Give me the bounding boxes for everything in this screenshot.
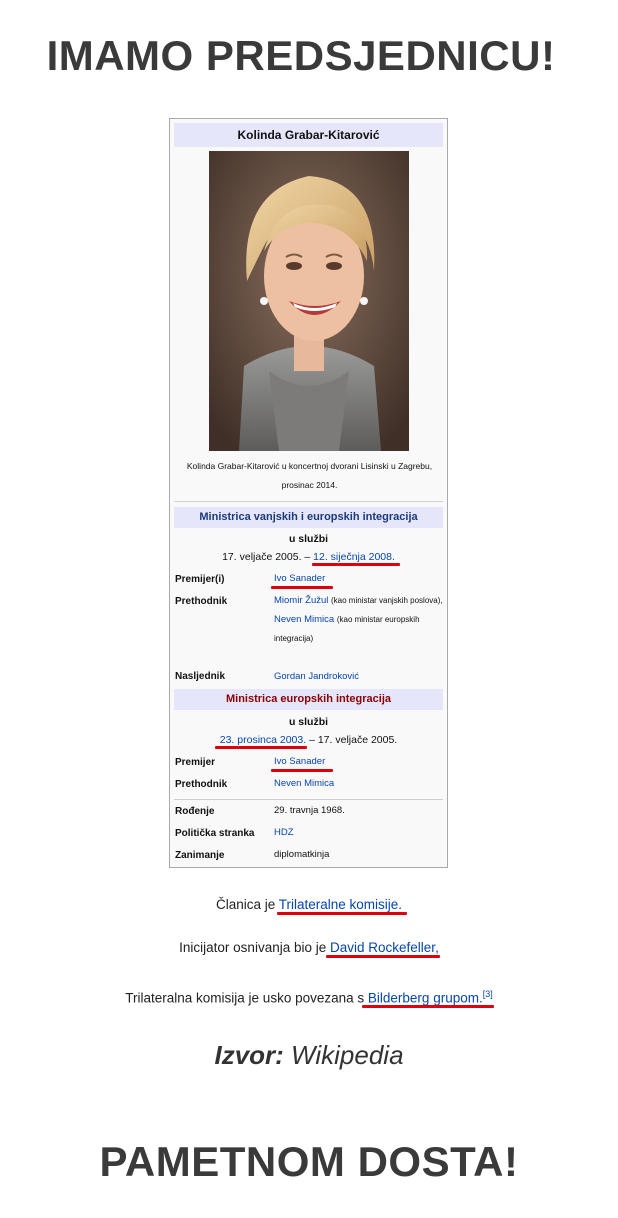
predecessor-link[interactable]: Neven Mimica — [274, 614, 335, 625]
red-underline-mark — [271, 586, 333, 589]
red-underline-mark — [277, 912, 407, 915]
note-line-rockefeller — [0, 940, 618, 955]
successor-value — [274, 667, 444, 686]
predecessor-list — [274, 591, 444, 648]
note-line-bilderberg — [0, 989, 618, 1006]
predecessor-value — [274, 774, 444, 793]
note-text: Inicijator osnivanja bio je — [179, 940, 327, 955]
predecessor-note: (kao ministar europskih integracija) — [274, 615, 420, 643]
divider — [174, 799, 443, 800]
predecessor-link[interactable]: Neven Mimica — [274, 778, 335, 789]
note-text: Trilateralna komisija je usko povezana s — [125, 990, 365, 1006]
ivo-sanader-link[interactable]: Ivo Sanader — [274, 756, 326, 767]
predecessor-link[interactable]: Miomir Žužul — [274, 595, 329, 606]
red-underline-mark — [215, 746, 307, 749]
bottom-headline: PAMETNOM DOSTA! — [99, 1138, 519, 1185]
portrait-photo — [209, 151, 409, 451]
red-underline-mark — [271, 769, 333, 772]
term-end: – 17. veljače 2005. — [309, 734, 398, 746]
infobox-title: Kolinda Grabar-Kitarović — [174, 123, 443, 147]
term-end-link[interactable]: 12. siječnja 2008. — [313, 551, 395, 563]
occupation-label: Zanimanje — [175, 850, 225, 861]
section-heading-european-integration[interactable]: Ministrica europskih integracija — [174, 689, 443, 710]
top-headline: IMAMO PREDSJEDNICU! — [46, 32, 556, 79]
party-label: Politička stranka — [175, 828, 255, 839]
born-value: 29. travnja 1968. — [274, 805, 345, 816]
pm-label: Premijer — [175, 757, 216, 768]
divider — [174, 501, 443, 502]
note-line-trilateral — [0, 897, 618, 912]
term-dates — [174, 734, 443, 746]
red-underline-mark — [326, 955, 440, 958]
reference-mark[interactable]: [3] — [482, 989, 493, 999]
occupation-value: diplomatkinja — [274, 849, 330, 860]
photo-caption: Kolinda Grabar-Kitarović u koncertnoj dvorani Lisinski u Zagrebu, prosinac 2014. — [186, 461, 433, 490]
predecessor-label: Prethodnik — [175, 596, 228, 607]
source-label: Izvor: — [214, 1040, 284, 1070]
trilateral-commission-link[interactable]: Trilateralne komisije. — [278, 897, 403, 912]
pm-label: Premijer(i) — [175, 574, 225, 585]
section-heading-foreign-affairs[interactable]: Ministrica vanjskih i europskih integracija — [174, 507, 443, 528]
term-start-link[interactable]: 23. prosinca 2003. — [219, 734, 307, 746]
source-value: Wikipedia — [291, 1040, 404, 1070]
bilderberg-group-link[interactable]: Bilderberg grupom. — [367, 990, 483, 1006]
successor-label: Nasljednik — [175, 671, 226, 682]
red-underline-mark — [312, 563, 400, 566]
party-value — [274, 823, 444, 842]
wikipedia-infobox — [169, 118, 448, 868]
successor-link[interactable]: Gordan Jandroković — [274, 671, 360, 682]
ivo-sanader-link[interactable]: Ivo Sanader — [274, 573, 326, 584]
note-text: Članica je — [215, 897, 276, 912]
born-label: Rođenje — [175, 806, 215, 817]
source-line — [0, 1040, 618, 1071]
red-underline-mark — [362, 1005, 494, 1008]
in-office-label: u službi — [288, 716, 329, 728]
term-start: 17. veljače 2005. – — [222, 551, 311, 563]
party-link[interactable]: HDZ — [274, 827, 294, 838]
in-office-label: u službi — [288, 533, 329, 545]
predecessor-label: Prethodnik — [175, 779, 228, 790]
david-rockefeller-link[interactable]: David Rockefeller, — [330, 940, 439, 955]
predecessor-note: (kao ministar vanjskih poslova), — [331, 596, 443, 605]
term-dates — [174, 551, 443, 563]
